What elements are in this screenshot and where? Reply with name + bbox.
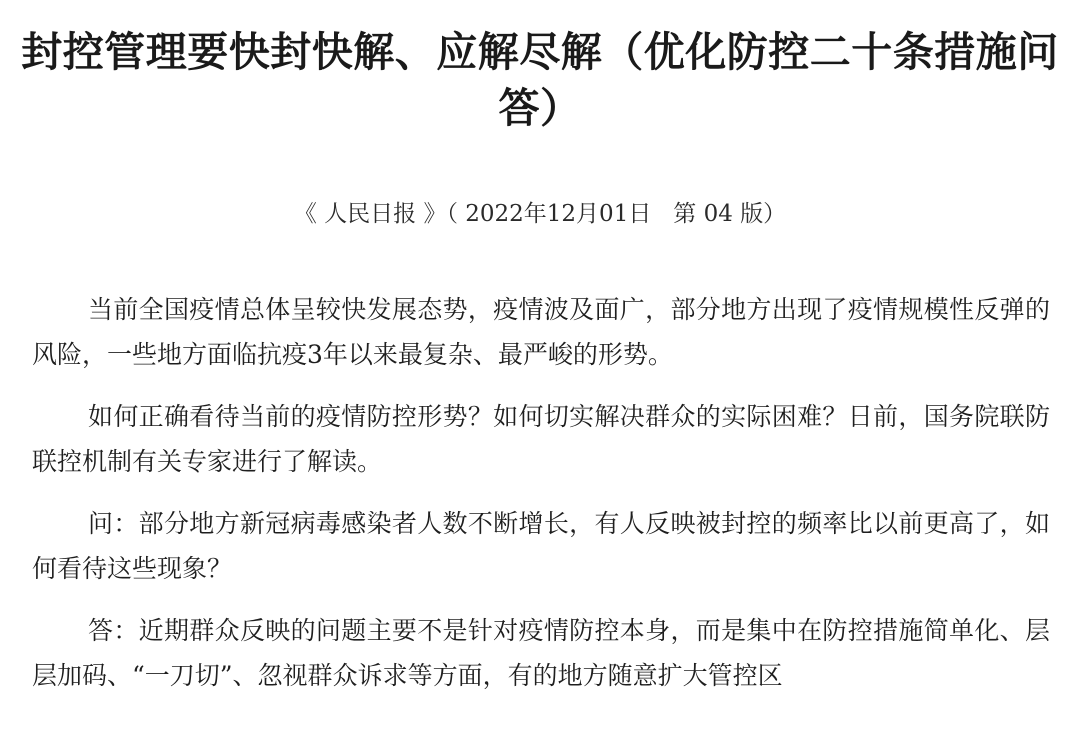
article-title: 封控管理要快封快解、应解尽解（优化防控二十条措施问答）	[21, 28, 1059, 132]
article-byline: 《 人民日报 》（ 2022年12月01日 第 04 版）	[293, 201, 787, 227]
paragraph-answer: 答：近期群众反映的问题主要不是针对疫情防控本身，而是集中在防控措施简单化、层层加码、“一刀切”、忽视群众诉求等方面，有的地方随意扩大管控区	[32, 616, 1050, 690]
paragraph-2: 如何正确看待当前的疫情防控形势？如何切实解决群众的实际困难？日前，国务院联防联控机制有关专家进行了解读。	[32, 402, 1050, 476]
paragraph-question: 问：部分地方新冠病毒感染者人数不断增长，有人反映被封控的频率比以前更高了，如何看待这些现象？	[32, 509, 1050, 583]
paragraph-1: 当前全国疫情总体呈较快发展态势，疫情波及面广，部分地方出现了疫情规模性反弹的风险，一些地方面临抗疫3年以来最复杂、最严峻的形势。	[32, 295, 1050, 369]
article-body	[32, 287, 1050, 715]
